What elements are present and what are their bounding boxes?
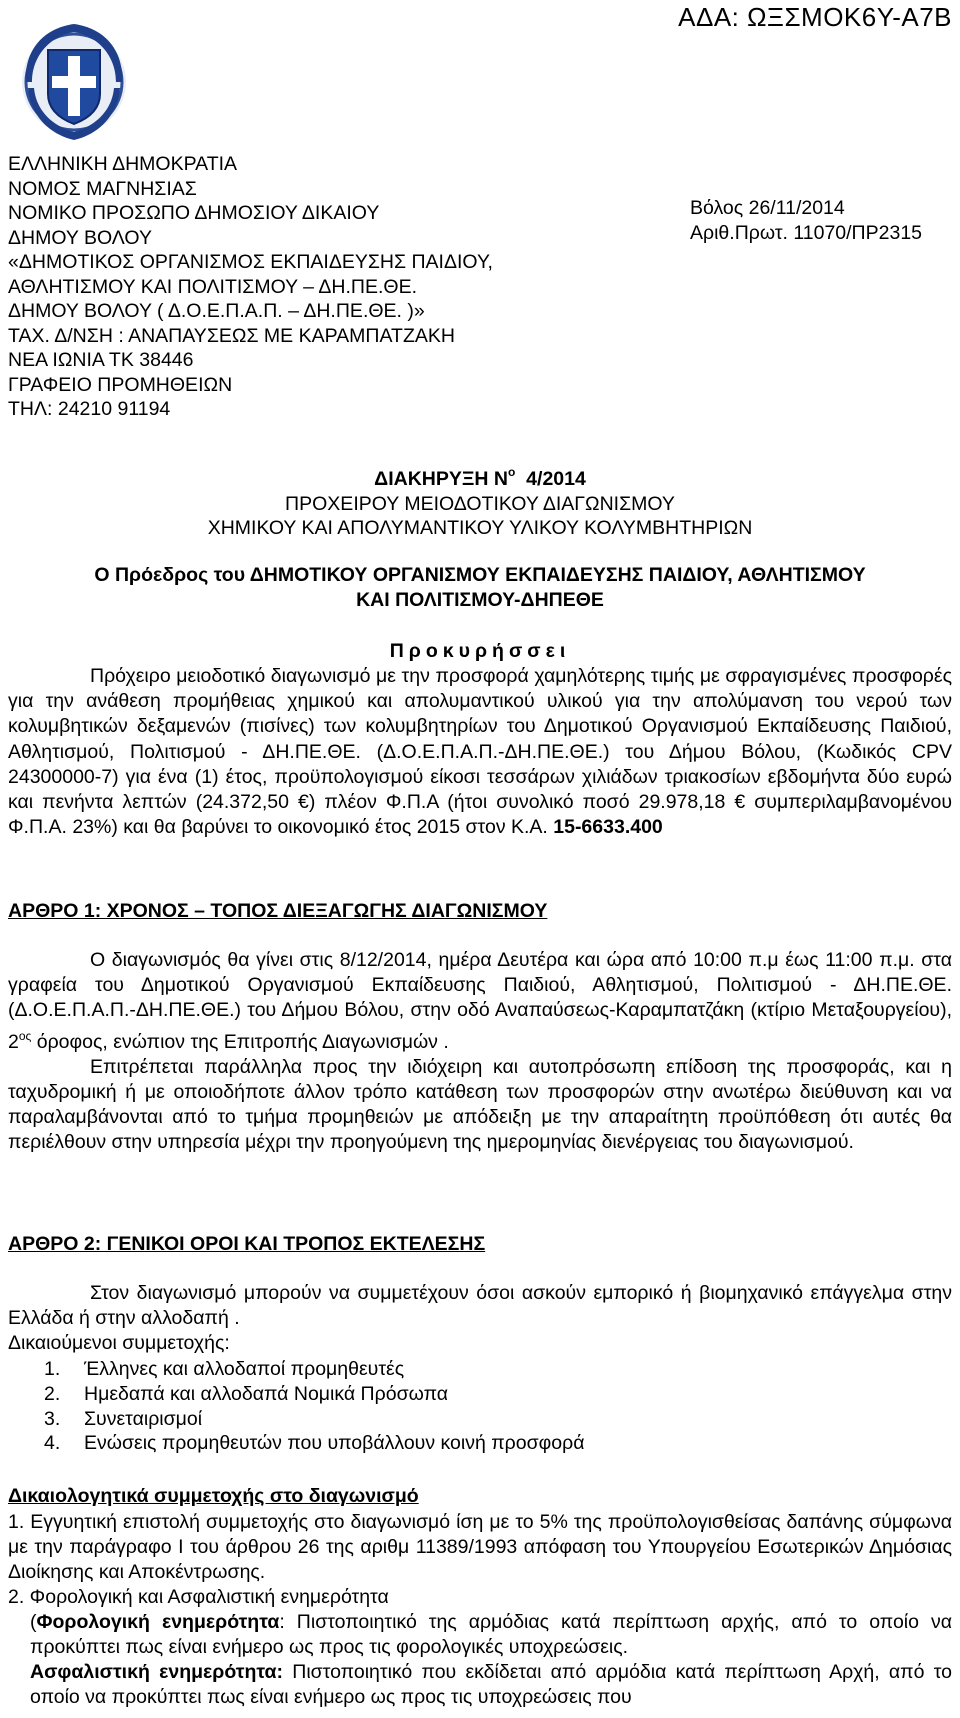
list-item: 4. Ενώσεις προμηθευτών που υποβάλλουν κοινή προσφορά <box>44 1432 585 1455</box>
issuer-line: ΑΘΛΗΤΙΣΜΟΥ ΚΑΙ ΠΟΛΙΤΙΣΜΟΥ – ΔΗ.ΠΕ.ΘΕ. <box>8 275 417 298</box>
article-2-heading: ΑΡΘΡΟ 2: ΓΕΝΙΚΟΙ ΟΡΟΙ ΚΑΙ ΤΡΟΠΟΣ ΕΚΤΕΛΕΣΗΣ <box>8 1233 486 1255</box>
article-2-body <box>8 1281 952 1357</box>
greek-state-emblem-icon <box>4 10 144 150</box>
documents-item-1: 1. Εγγυητική επιστολή συμμετοχής στο διαγωνισμό ίση με το 5% της προϋπολογισθείσας δαπάνης σύμφωνα με την παράγραφο Ι του άρθρου 26 της αριθμ 11389/1993 απόφαση του Υπουργείου Εσωτερικών Δημόσιας Διοίκησης και Αποκέντρωσης. <box>8 1511 952 1583</box>
budget-code: 15-6633.400 <box>553 816 663 839</box>
tax-clearance-text: (Φορολογική ενημερότητα: Πιστοποιητικό της αρμόδιας κατά περίπτωση αρχής, από το οποίο να προκύπτει πως είναι ενήμερο ως προς τις φορολογικές υποχρεώσεις. <box>30 1611 952 1658</box>
document-title <box>0 460 960 541</box>
issuer-line: ΓΡΑΦΕΙΟ ΠΡΟΜΗΘΕΙΩΝ <box>8 373 233 396</box>
insurance-clearance-text: Ασφαλιστική ενημερότητα: Πιστοποιητικό που εκδίδεται από αρμόδια κατά περίπτωση Αρχή, από το οποίο να προκύπτει πως είναι ενήμερο ως προς τις υποχρεώσεις που <box>30 1661 952 1708</box>
president-line-1: Ο Πρόεδρος του ΔΗΜΟΤΙΚΟΥ ΟΡΓΑΝΙΣΜΟΥ ΕΚΠΑΙΔΕΥΣΗΣ ΠΑΙΔΙΟΥ, ΑΘΛΗΤΙΣΜΟΥ <box>94 564 866 586</box>
issuer-line: «ΔΗΜΟΤΙΚΟΣ ΟΡΓΑΝΙΣΜΟΣ ΕΚΠΑΙΔΕΥΣΗΣ ΠΑΙΔΙΟΥ, <box>8 251 493 273</box>
eligible-list <box>44 1357 585 1456</box>
article-1-paragraph-2: Επιτρέπεται παράλληλα προς την ιδιόχειρη και αυτοπρόσωπη επίδοση της προσφοράς, και η ταχυδρομική ή με οποιοδήποτε άλλον τρόπο κατάθεση των προσφορών στην ανωτέρω διεύθυνση και να παραλαμβάνονται από το τμήμα προμηθειών με απόδειξη με την απαραίτητη προϋπόθεση ότι αυτές θα περιέλθουν στην υπηρεσία μέχρι την προηγούμενη της ημερομηνίας διενέργειας του διαγωνισμού. <box>8 1055 952 1154</box>
list-item: 3. Συνεταιρισμοί <box>44 1407 203 1430</box>
documents-heading: Δικαιολογητικά συμμετοχής στο διαγωνισμό <box>8 1485 419 1507</box>
president-line-2: ΚΑΙ ΠΟΛΙΤΙΣΜΟΥ-ΔΗΠΕΘΕ <box>356 589 604 611</box>
proclaims-heading: Προκυρήσσει <box>389 640 571 662</box>
issuer-line: ΤΗΛ: 24210 91194 <box>8 398 171 420</box>
list-item: 1. Έλληνες και αλλοδαποί προμηθευτές <box>44 1358 405 1380</box>
title-line-2: ΠΡΟΧΕΙΡΟΥ ΜΕΙΟΔΟΤΙΚΟΥ ΔΙΑΓΩΝΙΣΜΟΥ <box>285 492 675 515</box>
issuer-line: ΕΛΛΗΝΙΚΗ ΔΗΜΟΚΡΑΤΙΑ <box>8 153 238 175</box>
list-item: 2. Ημεδαπά και αλλοδαπά Νομικά Πρόσωπα <box>44 1382 449 1405</box>
issuer-line: ΔΗΜΟΥ ΒΟΛΟΥ ( Δ.Ο.Ε.Π.Α.Π. – ΔΗ.ΠΕ.ΘΕ. )» <box>8 300 425 322</box>
intro-paragraph: Πρόχειρο μειοδοτικό διαγωνισμό με την προσφορά χαμηλότερης τιμής με σφραγισμένες προσφορές για την ανάθεση προμήθειας χημικού και απολυμαντικού υλικού για την απολύμανση του νερού των κολυμβητικών δεξαμενών (πισίνες) των κολυμβητηρίων του Δημοτικού Οργανισμού Εκπαίδευσης Παιδιού, Αθλητισμού, Πολιτισμού - ΔΗ.ΠΕ.ΘΕ. (Δ.Ο.Ε.Π.Α.Π.-ΔΗ.ΠΕ.ΘΕ.) του Δήμου Βόλου, (Κωδικός CPV 24300000-7) για ένα (1) έτος, προϋπολογισμού είκοσι τεσσάρων χιλιάδων τριακοσίων εβδομήντα δύο ευρώ και πενήντα λεπτών (24.372,50 €) πλέον Φ.Π.Α (ήτοι συνολικό ποσό 29.978,18 € συμπεριλαμβανομένου Φ.Π.Α. 23%) και θα βαρύνει το οικονομικό έτος 2015 στον Κ.Α. 15-6633.400 <box>8 665 952 839</box>
article-1-heading: ΑΡΘΡΟ 1: ΧΡΟΝΟΣ – ΤΟΠΟΣ ΔΙΕΞΑΓΩΓΗΣ ΔΙΑΓΩΝΙΣΜΟΥ <box>8 900 548 922</box>
title-line-1: ΔΙΑΚΗΡΥΞΗ $N^o$ 4/2014 <box>374 465 586 490</box>
article-2-paragraph-1: Στον διαγωνισμό μπορούν να συμμετέχουν όσοι ασκούν εμπορικό ή βιομηχανικό επάγγελμα στην Ελλάδα ή στην αλλοδαπή . <box>8 1282 952 1330</box>
president-heading <box>0 563 960 613</box>
issuer-line: ΝΕΑ ΙΩΝΙΑ ΤΚ 38446 <box>8 349 194 371</box>
issuer-line: ΝΟΜΟΣ ΜΑΓΝΗΣΙΑΣ <box>8 177 197 200</box>
protocol-number: Αριθ.Πρωτ. 11070/ΠΡ2315 <box>690 222 923 244</box>
documents-body <box>8 1510 952 1710</box>
documents-item-2: 2. Φορολογική και Ασφαλιστική ενημερότητα <box>8 1586 389 1608</box>
date-protocol-block <box>690 196 922 246</box>
eligible-label: Δικαιούμενοι συμμετοχής: <box>8 1332 230 1355</box>
issuer-line: ΔΗΜΟΥ ΒΟΛΟΥ <box>8 226 152 249</box>
issuer-line: ΝΟΜΙΚΟ ΠΡΟΣΩΠΟ ΔΗΜΟΣΙΟΥ ΔΙΚΑΙΟΥ <box>8 202 380 224</box>
date-line: Βόλος 26/11/2014 <box>690 197 845 219</box>
article-1-body: Ο διαγωνισμός θα γίνει στις 8/12/2014, ημέρα Δευτέρα και ώρα από 10:00 π.μ έως 11:00 π.μ. στα γραφεία του Δημοτικού Οργανισμού Εκπαίδευσης Παιδιού, Αθλητισμού, Πολιτισμού - ΔΗ.ΠΕ.ΘΕ. (Δ.Ο.Ε.Π.Α.Π.-ΔΗ.ΠΕ.ΘΕ.) του Δήμου Βόλου, στην οδό Αναπαύσεως-Καραμπατζάκη (κτίριο Μεταξουργείου), $2^{o\varsigma}$ όροφος, ενώπιον της Επιτροπής Διαγωνισμών . Επιτρέπεται παράλληλα προς την ιδιόχειρη και αυτοπρόσωπη επίδοση της προσφοράς, και η ταχυδρομική ή με οποιοδήποτε άλλον τρόπο κατάθεση των προσφορών στην ανωτέρω διεύθυνση και να παραλαμβάνονται από το τμήμα προμηθειών με απόδειξη με την απαραίτητη προϋπόθεση ότι αυτές θα περιέλθουν στην υπηρεσία μέχρι την προηγούμενη της ημερομηνίας διενέργειας του διαγωνισμού. <box>8 948 952 1156</box>
issuer-block <box>8 152 493 422</box>
ada-code: ΑΔΑ: ΩΞΣΜΟΚ6Υ-Α7Β <box>678 2 952 32</box>
issuer-line: ΤΑΧ. Δ/ΝΣΗ : ΑΝΑΠΑΥΣΕΩΣ ΜΕ ΚΑΡΑΜΠΑΤΖΑΚΗ <box>8 324 455 347</box>
title-line-3: ΧΗΜΙΚΟΥ ΚΑΙ ΑΠΟΛΥΜΑΝΤΙΚΟΥ ΥΛΙΚΟΥ ΚΟΛΥΜΒΗΤΗΡΙΩΝ <box>207 517 753 539</box>
